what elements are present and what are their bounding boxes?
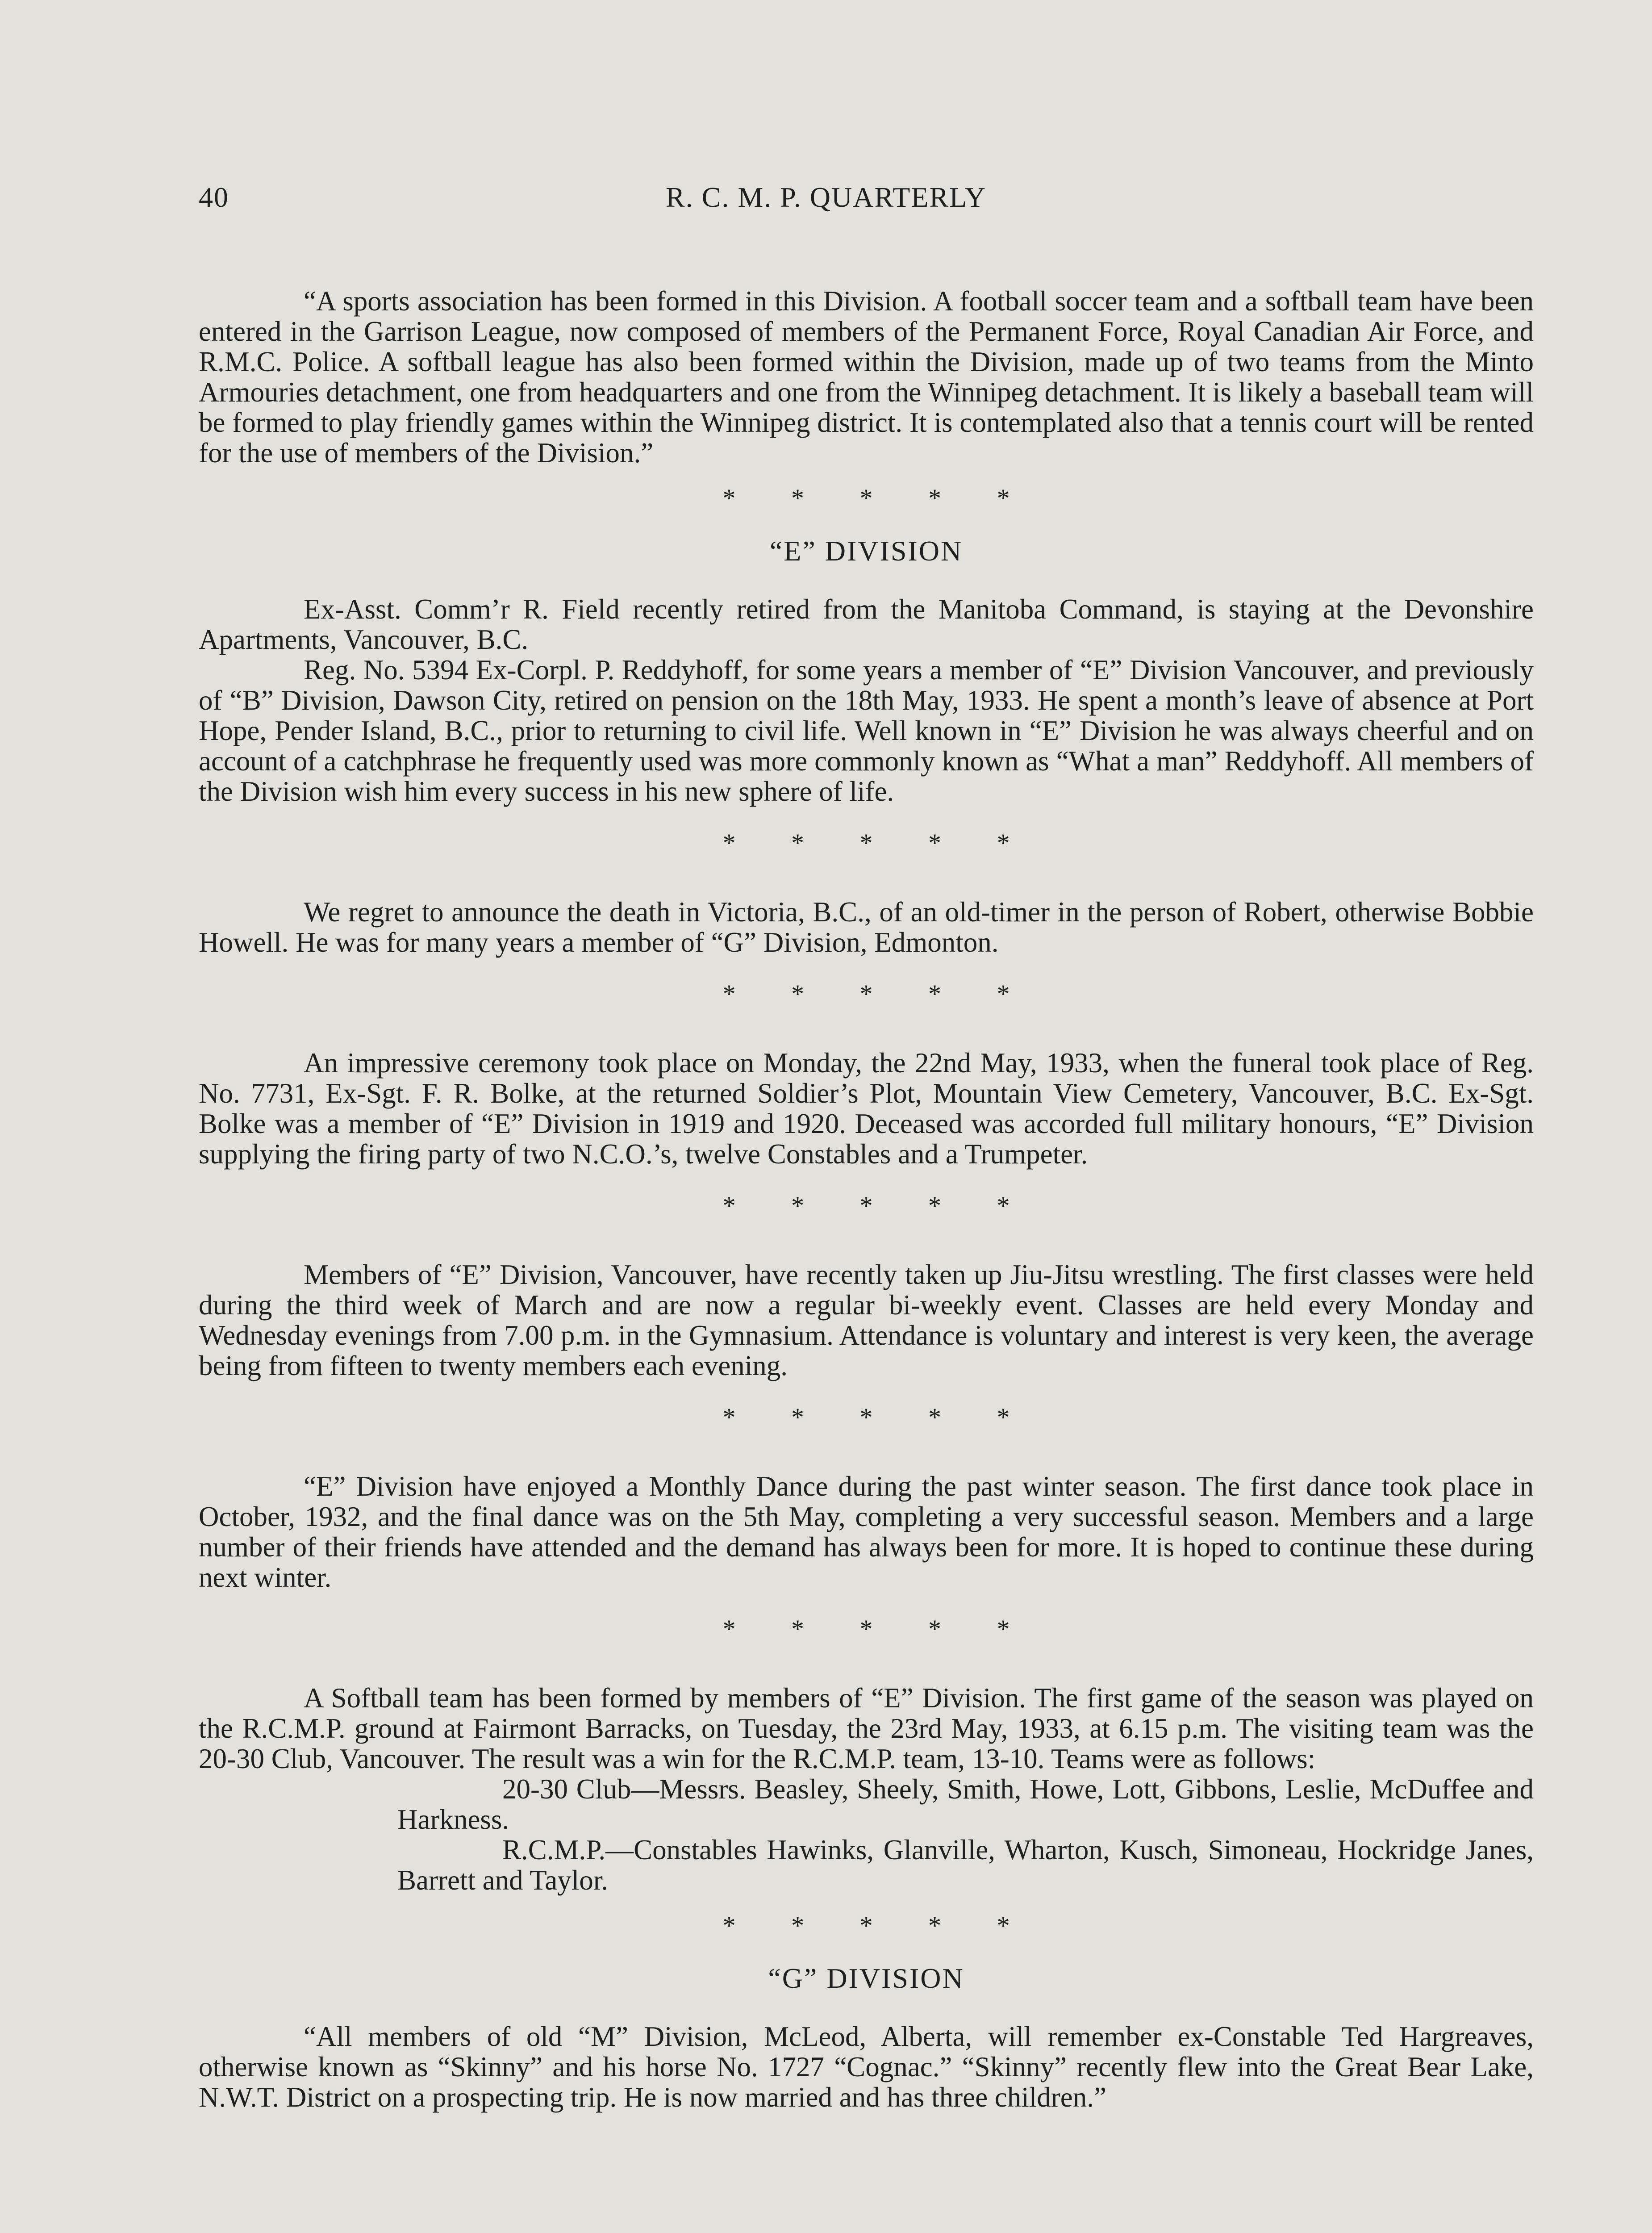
running-title: R. C. M. P. QUARTERLY — [665, 181, 987, 213]
g-division-heading: “G” DIVISION — [768, 1962, 964, 1994]
e-division-paragraph: We regret to announce the death in Victoria, B.C., of an old-timer in the person of Robert, otherwise Bobbie Howell. He was for many years a member of “G” Division, Edmonton. — [199, 896, 1534, 958]
section-divider: * * * * * — [722, 1191, 1035, 1220]
section-divider: * * * * * — [722, 1403, 1035, 1432]
section-divider: * * * * * — [722, 979, 1035, 1008]
g-division-paragraph: “All members of old “M” Division, McLeod, Alberta, will remember ex-Constable Ted Hargreaves, otherwise known as “Skinny” and his horse No. 1727 “Cognac.” “Skinny” recently flew into the Great Bear Lake, N.W.T. District on a prospecting trip. He is now married and has three children.” — [199, 2021, 1534, 2113]
section-divider: * * * * * — [722, 1911, 1035, 1940]
e-division-paragraph: “E” Division have enjoyed a Monthly Dance during the past winter season. The first dance took place in October, 1932, and the final dance was on the 5th May, completing a very successful season. Members and a large number of their friends have attended and the demand has always been for more. It is hoped to continue these during next winter. — [199, 1471, 1534, 1593]
page-number: 40 — [199, 181, 229, 213]
section-divider: * * * * * — [722, 1614, 1035, 1643]
e-division-heading: “E” DIVISION — [769, 535, 963, 567]
team-roster: R.C.M.P.—Constables Hawinks, Glanville, Wharton, Kusch, Simoneau, Hockridge Janes, Barrett and Taylor. — [397, 1834, 1534, 1896]
intro-paragraph: “A sports association has been formed in this Division. A football soccer team and a softball team have been entered in the Garrison League, now composed of members of the Permanent Force, Royal Canadian Air Force, and R.M.C. Police. A softball league has also been formed within the Division, made up of two teams from the Minto Armouries detachment, one from headquarters and one from the Winnipeg detachment. It is likely a baseball team will be formed to play friendly games within the Winnipeg district. It is contemplated also that a tennis court will be rented for the use of members of the Division.” — [199, 285, 1534, 468]
e-division-paragraph: An impressive ceremony took place on Monday, the 22nd May, 1933, when the funeral took place of Reg. No. 7731, Ex-Sgt. F. R. Bolke, at the returned Soldier’s Plot, Mountain View Cemetery, Vancouver, B.C. Ex-Sgt. Bolke was a member of “E” Division in 1919 and 1920. Deceased was accorded full military honours, “E” Division supplying the firing party of two N.C.O.’s, twelve Constables and a Trumpeter. — [199, 1047, 1534, 1170]
team-roster: 20-30 Club—Messrs. Beasley, Sheely, Smith, Howe, Lott, Gibbons, Leslie, McDuffee and Harkness. — [397, 1773, 1534, 1835]
section-divider: * * * * * — [722, 484, 1035, 513]
article-body — [199, 286, 1534, 2112]
section-divider: * * * * * — [722, 828, 1035, 857]
e-division-paragraph: A Softball team has been formed by members of “E” Division. The first game of the season was played on the R.C.M.P. ground at Fairmont Barracks, on Tuesday, the 23rd May, 1933, at 6.15 p.m. The visiting team was the 20-30 Club, Vancouver. The result was a win for the R.C.M.P. team, 13-10. Teams were as follows: — [199, 1682, 1534, 1774]
e-division-paragraph: Reg. No. 5394 Ex-Corpl. P. Reddyhoff, for some years a member of “E” Division Vancouver, and previously of “B” Division, Dawson City, retired on pension on the 18th May, 1933. He spent a month’s leave of absence at Port Hope, Pender Island, B.C., prior to returning to civil life. Well known in “E” Division he was always cheerful and on account of a catchphrase he frequently used was more commonly known as “What a man” Reddyhoff. All members of the Division wish him every success in his new sphere of life. — [199, 654, 1534, 807]
page-header — [199, 181, 1453, 221]
e-division-paragraph: Members of “E” Division, Vancouver, have recently taken up Jiu-Jitsu wrestling. The first classes were held during the third week of March and are now a regular bi-weekly event. Classes are held every Monday and Wednesday evenings from 7.00 p.m. in the Gymnasium. Attendance is voluntary and interest is very keen, the average being from fifteen to twenty members each evening. — [199, 1259, 1534, 1381]
e-division-paragraph: Ex-Asst. Comm’r R. Field recently retired from the Manitoba Command, is staying at the Devonshire Apartments, Vancouver, B.C. — [199, 594, 1534, 655]
